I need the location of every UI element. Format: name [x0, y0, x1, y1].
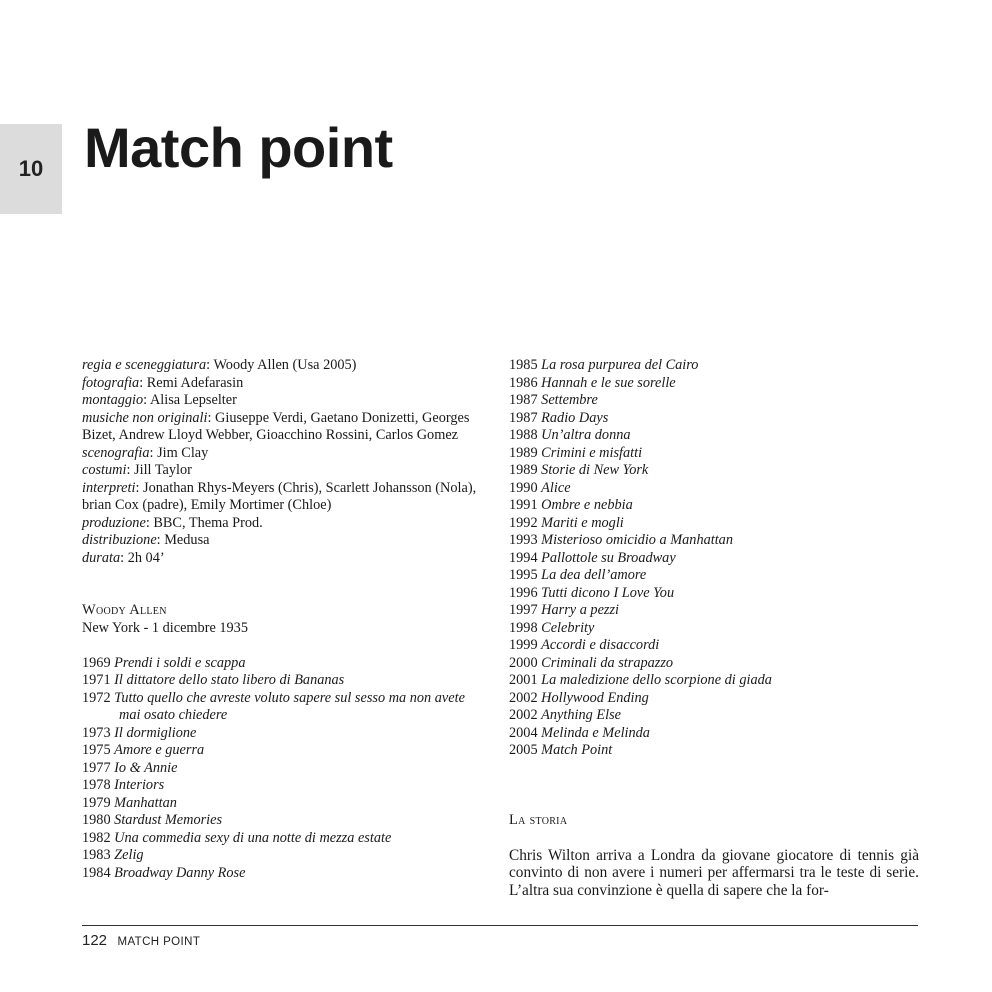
filmography-item: 1995 La dea dell’amore	[509, 567, 647, 583]
credit-set-design: scenografia: Jim Clay	[82, 444, 209, 461]
filmography-item: 1998 Celebrity	[509, 619, 595, 636]
filmography-item: 1984 Broadway Danny Rose	[82, 864, 246, 881]
page-footer	[82, 932, 200, 950]
credit-director: regia e sceneggiatura: Woody Allen (Usa 2005)	[82, 357, 357, 373]
credit-production: produzione: BBC, Thema Prod.	[82, 514, 263, 531]
credits-block	[82, 357, 477, 567]
filmography-item: 1971 Il dittatore dello stato libero di Bananas	[82, 672, 345, 688]
credit-editing: montaggio: Alisa Lepselter	[82, 392, 237, 408]
filmography-item: 1972 Tutto quello che avreste voluto sapere sul sesso ma non avete mai osato chiedere	[82, 689, 465, 723]
filmography-item: 1977 Io & Annie	[82, 759, 178, 776]
filmography-item: 1986 Hannah e le sue sorelle	[509, 374, 676, 391]
filmography-item: 2004 Melinda e Melinda	[509, 724, 650, 741]
credit-music: musiche non originali: Giuseppe Verdi, Gaetano Donizetti, Georges Bizet, Andrew Lloyd Webber, Gioacchino Rossini, Carlos Gomez	[82, 409, 470, 443]
filmography-item: 1987 Radio Days	[509, 409, 609, 426]
filmography-item: 1979 Manhattan	[82, 794, 177, 811]
right-column	[509, 357, 919, 899]
credit-cast: interpreti: Jonathan Rhys-Meyers (Chris), Scarlett Johansson (Nola), brian Cox (padre), Emily Mortimer (Chloe)	[82, 479, 477, 513]
filmography-item: 1996 Tutti dicono I Love You	[509, 584, 675, 601]
filmography-item: 2005 Match Point	[509, 742, 613, 758]
running-title: MATCH POINT	[117, 936, 201, 948]
filmography-item: 1997 Harry a pezzi	[509, 602, 620, 618]
filmography-item: 1978 Interiors	[82, 777, 165, 793]
filmography-item: 1994 Pallottole su Broadway	[509, 549, 676, 566]
filmography-item: 1989 Storie di New York	[509, 462, 649, 478]
page-number: 122	[82, 932, 108, 949]
filmography-item: 1987 Settembre	[509, 392, 598, 408]
filmography-list-left	[82, 655, 477, 883]
director-heading: Woody Allen	[82, 602, 167, 618]
credit-costumes: costumi: Jill Taylor	[82, 462, 192, 478]
filmography-item: 1973 Il dormiglione	[82, 724, 197, 741]
page-title: Match point	[84, 116, 393, 179]
credit-duration: durata: 2h 04’	[82, 549, 165, 566]
filmography-item: 1989 Crimini e misfatti	[509, 444, 643, 461]
story-heading: La storia	[509, 811, 568, 828]
filmography-item: 1969 Prendi i soldi e scappa	[82, 654, 246, 671]
filmography-item: 2000 Criminali da strapazzo	[509, 654, 674, 671]
filmography-item: 1980 Stardust Memories	[82, 812, 223, 828]
filmography-item: 1988 Un’altra donna	[509, 427, 631, 443]
credit-photography: fotografia: Remi Adefarasin	[82, 374, 244, 391]
filmography-item: 1975 Amore e guerra	[82, 742, 205, 758]
filmography-list-right	[509, 357, 919, 760]
filmography-item: 1992 Mariti e mogli	[509, 514, 624, 531]
left-column	[82, 357, 477, 882]
filmography-item: 1999 Accordi e disaccordi	[509, 637, 660, 653]
filmography-item: 1993 Misterioso omicidio a Manhattan	[509, 532, 733, 548]
filmography-item: 2002 Hollywood Ending	[509, 689, 649, 706]
story-paragraph: Chris Wilton arriva a Londra da giovane giocatore di tennis già convinto di non avere i numeri per affermarsi tra le teste di serie. L’altra sua convinzione è quella di sapere che la for-	[509, 846, 919, 899]
filmography-item: 1985 La rosa purpurea del Cairo	[509, 357, 699, 373]
filmography-item: 1982 Una commedia sexy di una notte di mezza estate	[82, 829, 392, 846]
filmography-item: 1990 Alice	[509, 479, 571, 496]
footer-divider	[82, 925, 918, 926]
filmography-item: 1983 Zelig	[82, 847, 144, 863]
chapter-number-tab: 10	[0, 124, 62, 214]
filmography-item: 1991 Ombre e nebbia	[509, 497, 633, 513]
credit-distribution: distribuzione: Medusa	[82, 532, 210, 548]
filmography-item: 2002 Anything Else	[509, 707, 621, 723]
filmography-item: 2001 La maledizione dello scorpione di giada	[509, 672, 772, 688]
director-birth: New York - 1 dicembre 1935	[82, 619, 248, 636]
